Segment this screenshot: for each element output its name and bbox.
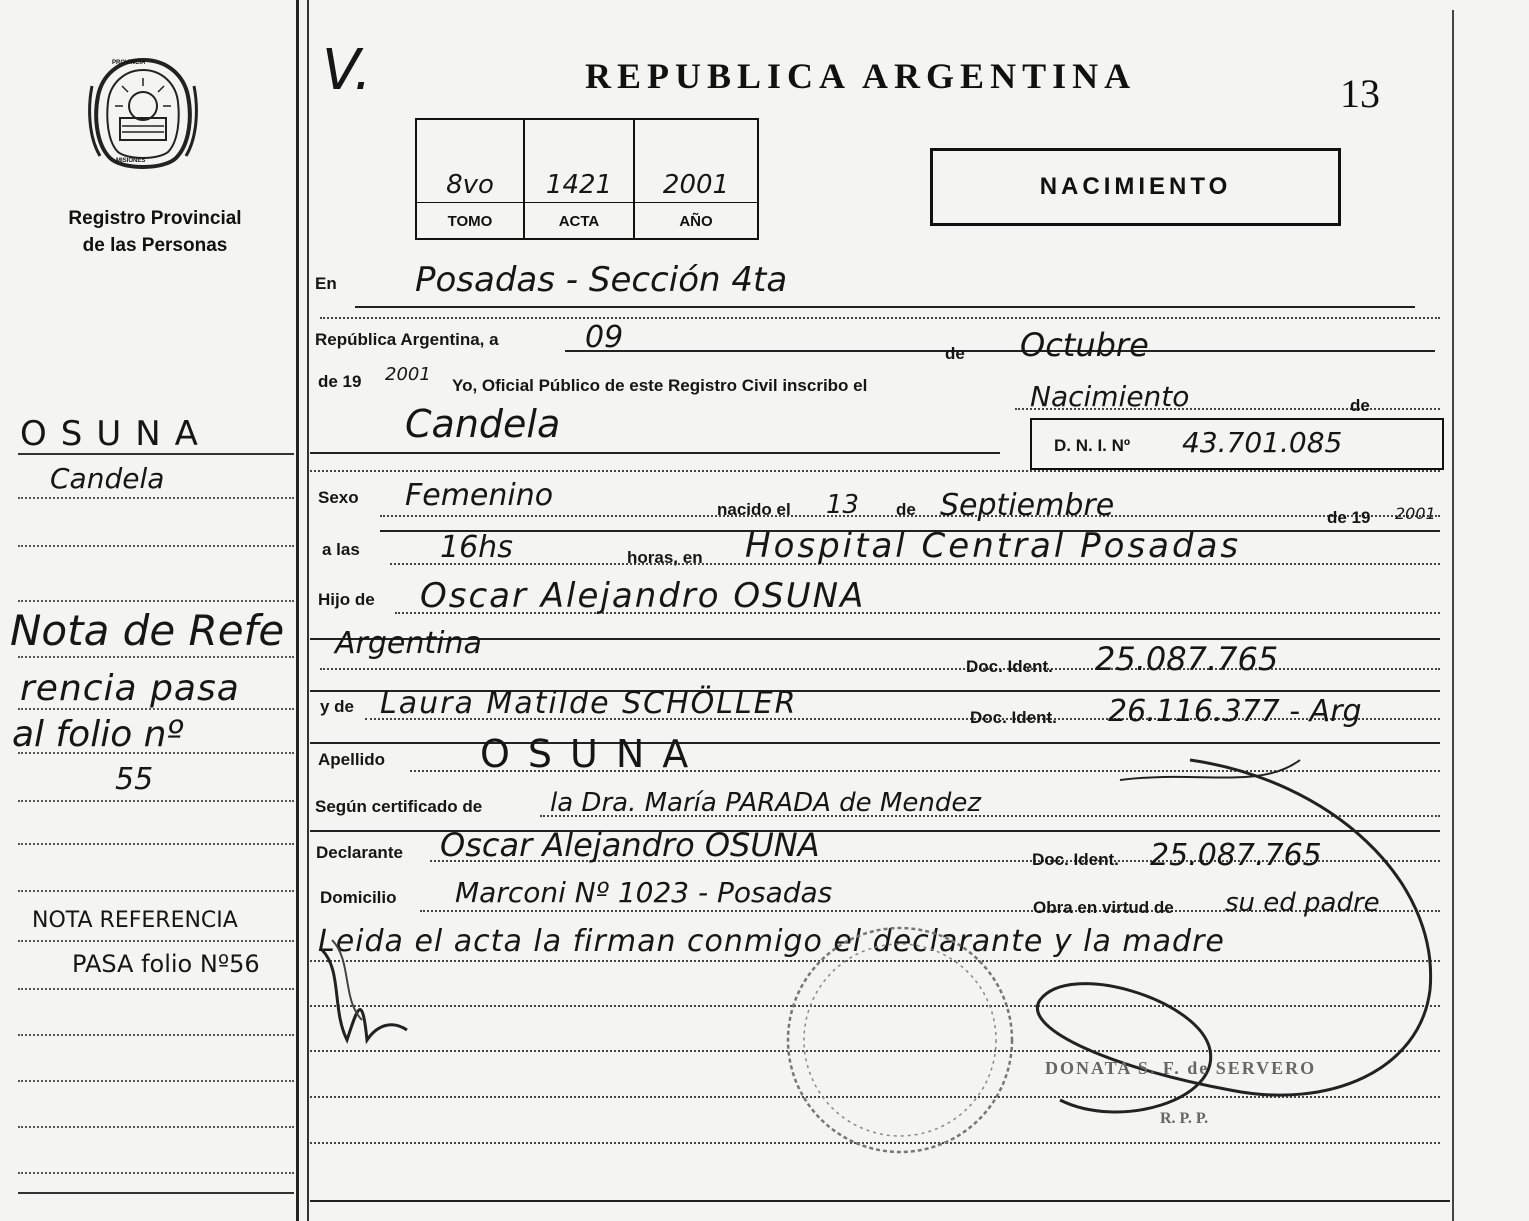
row-rule (320, 317, 1440, 319)
birth-place: Hospital Central Posadas (745, 526, 1242, 566)
margin-line (18, 656, 294, 658)
margin-line (18, 1126, 294, 1128)
year-de-label: de 19 (318, 372, 362, 391)
right-edge-rule (1452, 10, 1454, 1221)
name-line (310, 452, 1000, 454)
margin-line (18, 843, 294, 845)
obra-label: Obra en virtud de (1033, 898, 1174, 917)
page-number: 13 (1340, 71, 1380, 116)
seal-text-bottom: MISIONES (116, 158, 146, 164)
margin-note-line2: rencia pasa (20, 668, 240, 709)
column-divider (296, 0, 299, 1221)
margin-line (18, 1172, 294, 1174)
margin-line (18, 940, 294, 942)
certificado-label: Según certificado de (315, 797, 483, 816)
mother-doc-label: Doc. Ident. (970, 708, 1057, 727)
margin-line (18, 800, 294, 802)
father-doc-label: Doc. Ident. (966, 657, 1053, 676)
ano-label: AÑO (679, 213, 713, 230)
declarant-signature (312, 930, 422, 1050)
record-number-box (415, 118, 759, 240)
margin-line (18, 1192, 294, 1194)
registry-name (30, 205, 280, 259)
horas-label: horas, en (627, 548, 703, 567)
domicilio-label: Domicilio (320, 888, 397, 907)
margin-note-line1: Nota de Refe (10, 606, 285, 655)
dni-value: 43.701.085 (1182, 426, 1343, 459)
inscribo-de-label: de (1350, 396, 1370, 415)
margin-line (18, 545, 294, 547)
tomo-value: 8vo (446, 170, 494, 200)
margin-surname: OSUNA (20, 414, 212, 454)
month-de-label: de (945, 344, 965, 363)
acta-value: 1421 (545, 170, 613, 200)
leida-text: Leida el acta la firman conmigo el declarante y la madre (318, 924, 1225, 959)
father-nationality: Argentina (335, 626, 482, 661)
margin-line (18, 497, 294, 499)
father-name: Oscar Alejandro OSUNA (420, 576, 866, 616)
declarante-doc-label: Doc. Ident. (1032, 850, 1119, 869)
sexo-label: Sexo (318, 488, 359, 507)
mother-doc: 26.116.377 - Arg (1108, 694, 1362, 729)
margin-stamp-line2: PASA folio Nº56 (72, 950, 260, 978)
statement-text: Yo, Oficial Público de este Registro Civil inscribo el (452, 376, 868, 395)
day-value: 09 (585, 320, 624, 355)
birth-year: 2001 (1395, 504, 1436, 523)
official-stamp-line1: DONATA S. F. de SERVERO (1045, 1058, 1317, 1078)
apellido-label: Apellido (318, 750, 386, 769)
margin-line (18, 600, 294, 602)
certificado-value: la Dra. María PARADA de Mendez (550, 788, 981, 818)
acta-label: ACTA (558, 213, 600, 230)
registry-name-line2: de las Personas (82, 235, 228, 256)
sexo-value: Femenino (405, 478, 554, 513)
dni-label: D. N. I. Nº (1054, 436, 1131, 455)
margin-note-line3: al folio nº (12, 714, 184, 755)
hour-label: a las (322, 540, 360, 559)
domicilio-value: Marconi Nº 1023 - Posadas (455, 876, 833, 909)
signature-scribble (1000, 750, 1450, 1140)
registry-name-line1: Registro Provincial (68, 208, 242, 229)
ano-value: 2001 (662, 170, 730, 200)
nacido-label: nacido el (717, 500, 791, 519)
father-doc: 25.087.765 (1095, 640, 1279, 678)
declarante-value: Oscar Alejandro OSUNA (440, 826, 820, 864)
margin-line (18, 1080, 294, 1082)
month-value: Octubre (1020, 326, 1149, 364)
ano-cell (635, 120, 757, 238)
column-divider-inner (307, 0, 309, 1221)
mother-label: y de (320, 697, 355, 716)
page-title: REPUBLICA ARGENTINA (585, 56, 1137, 96)
record-type-box (930, 148, 1341, 226)
margin-line (18, 890, 294, 892)
en-line (355, 306, 1415, 308)
en-label: En (315, 274, 337, 293)
acta-cell (525, 120, 635, 238)
margin-line (18, 988, 294, 990)
dni-box (1030, 418, 1444, 470)
bottom-rule (310, 1200, 1450, 1202)
birth-year-label: de 19 (1327, 508, 1371, 527)
birth-day: 13 (826, 490, 860, 520)
birth-month: Septiembre (940, 488, 1115, 523)
declarante-label: Declarante (316, 843, 403, 862)
apellido-value: OSUNA (480, 732, 707, 776)
birth-de-label: de (896, 500, 916, 519)
mother-name: Laura Matilde SCHÖLLER (380, 686, 798, 721)
seal-text-top: PROVINCIA (112, 60, 146, 66)
obra-value: su ed padre (1225, 888, 1380, 918)
year-value: 2001 (385, 364, 431, 385)
corner-mark: V. (322, 38, 372, 103)
margin-stamp-line1: NOTA REFERENCIA (32, 908, 238, 933)
official-stamp-line2: R. P. P. (1160, 1110, 1209, 1127)
record-box-divider (417, 202, 757, 203)
hijo-label: Hijo de (318, 590, 375, 609)
en-value: Posadas - Sección 4ta (415, 260, 788, 300)
tomo-cell (417, 120, 525, 238)
child-name: Candela (405, 402, 561, 446)
tomo-label: TOMO (447, 213, 493, 230)
fecha-line (565, 350, 1435, 352)
declarante-doc: 25.087.765 (1150, 838, 1322, 873)
record-type-label: NACIMIENTO (1039, 173, 1232, 200)
row-rule (310, 470, 1440, 472)
margin-given-name: Candela (50, 462, 165, 495)
republica-label: República Argentina, a (315, 330, 499, 349)
margin-note-line4: 55 (115, 762, 154, 797)
margin-line (18, 1034, 294, 1036)
hour-value: 16hs (440, 530, 513, 565)
inscribo-value: Nacimiento (1030, 380, 1190, 413)
